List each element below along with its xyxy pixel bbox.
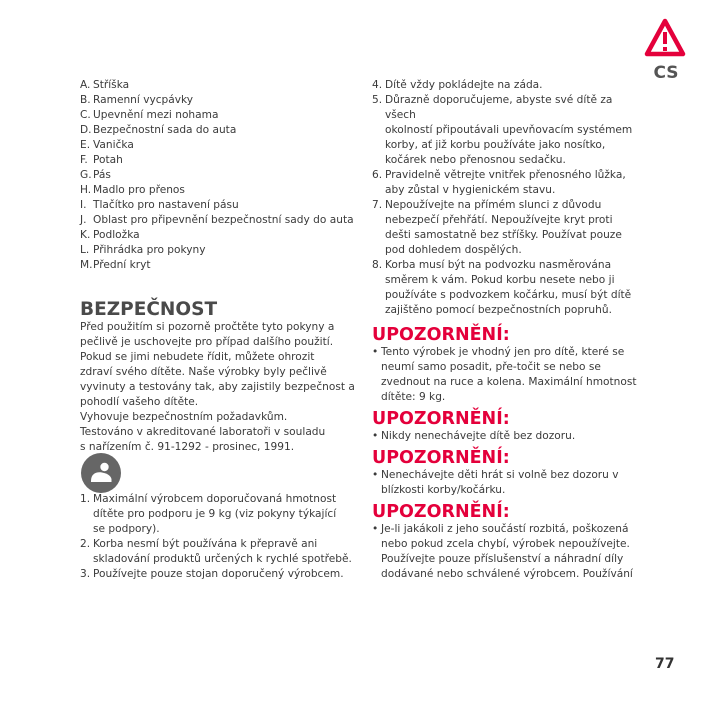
list-item: • Nenechávejte děti hrát si volně bez dozoru v blízkosti korby/kočárku. bbox=[372, 469, 619, 496]
warning-title: UPOZORNĚNÍ: bbox=[372, 325, 510, 345]
list-item: 7. Nepoužívejte na přímém slunci z důvodu nebezpečí přehřátí. Nepoužívejte kryt proti dešti samostatně bez stříšky. Používat pouze pod dohledem dospělých. bbox=[372, 199, 622, 256]
list-item: 4. Dítě vždy pokládejte na záda. bbox=[372, 79, 543, 91]
warning-title: UPOZORNĚNÍ: bbox=[372, 448, 510, 468]
list-item: 1. Maximální výrobcem doporučovaná hmotnost dítěte pro podporu je 9 kg (viz pokyny týkající se podpory). bbox=[80, 493, 337, 535]
warning-block bbox=[372, 325, 642, 405]
list-item: J. Oblast pro připevnění bezpečnostní sady do auta bbox=[80, 214, 354, 226]
list-item: D. Bezpečnostní sada do auta bbox=[80, 124, 237, 136]
list-item: B. Ramenní vycpávky bbox=[80, 94, 194, 106]
safety-heading: BEZPEČNOST bbox=[80, 299, 218, 320]
baby-age-icon bbox=[80, 452, 122, 494]
list-item: 5. Důrazně doporučujeme, abyste své dítě za všech okolností připoutávali upevňovacím systémem korby, ať již korbu používáte jako nosítko, kočárek nebo přenosnou sedačku. bbox=[372, 94, 633, 166]
warning-block bbox=[372, 448, 642, 498]
list-item: • Je-li jakákoli z jeho součástí rozbitá, poškozená nebo pokud zcela chybí, výrobek nepoužívejte. Používejte pouze příslušenství a náhradní díly dodávané nebo schválené výrobcem. Používání bbox=[372, 523, 633, 580]
list-item: • Tento výrobek je vhodný jen pro dítě, které se neumí samo posadit, pře-točit se nebo se zvednout na ruce a kolena. Maximální hmotnost dítěte: 9 kg. bbox=[372, 346, 637, 403]
list-item: E. Vanička bbox=[80, 139, 134, 151]
list-item: M. Přední kryt bbox=[80, 259, 151, 271]
left-column bbox=[80, 78, 355, 455]
list-item: C. Upevnění mezi nohama bbox=[80, 109, 219, 121]
list-item: L. Přihrádka pro pokyny bbox=[80, 244, 206, 256]
right-column bbox=[372, 78, 642, 582]
list-item: • Nikdy nenechávejte dítě bez dozoru. bbox=[372, 430, 576, 442]
numbered-list-right bbox=[372, 78, 642, 318]
warning-triangle-icon bbox=[644, 17, 686, 59]
warning-title: UPOZORNĚNÍ: bbox=[372, 409, 510, 429]
list-item: H. Madlo pro přenos bbox=[80, 184, 185, 196]
list-item: G. Pás bbox=[80, 169, 111, 181]
warning-block bbox=[372, 502, 642, 582]
list-item: 2. Korba nesmí být používána k přepravě ani skladování produktů určených k rychlé spotřebě. bbox=[80, 538, 352, 565]
list-item: A. Stříška bbox=[80, 79, 130, 91]
safety-text: Před použitím si pozorně pročtěte tyto pokyny a pečlivě je uschovejte pro případ dalšího použití. Pokud se jimi nebudete řídit, můžete ohrozit zdraví svého dítěte. Naše výrobky byly pečlivě vyvinuty a testovány tak, aby zajistily bezpečnost a pohodlí vašeho dítěte. Vyhovuje bezpečnostním požadavkům. Testováno v akreditované laboratoři v souladu s nařízením č. 91-1292 - prosinec, 1991. bbox=[80, 321, 355, 453]
list-item: I. Tlačítko pro nastavení pásu bbox=[80, 199, 239, 211]
warning-block bbox=[372, 409, 642, 444]
list-item: K. Podložka bbox=[80, 229, 140, 241]
numbered-list-left bbox=[80, 492, 355, 582]
page-number: 77 bbox=[655, 656, 675, 672]
language-code: CS bbox=[653, 63, 679, 83]
list-item: 8. Korba musí být na podvozku nasměrována směrem k vám. Pokud korbu nesete nebo ji používáte s podvozkem kočárku, musí být dítě zajištěno pomocí bezpečnostních popruhů. bbox=[372, 259, 632, 316]
list-item: 6. Pravidelně větrejte vnitřek přenosného lůžka, aby zůstal v hygienickém stavu. bbox=[372, 169, 626, 196]
warning-title: UPOZORNĚNÍ: bbox=[372, 502, 510, 522]
list-item: 3. Používejte pouze stojan doporučený výrobcem. bbox=[80, 568, 344, 580]
list-item: F. Potah bbox=[80, 154, 123, 166]
parts-list bbox=[80, 78, 355, 273]
